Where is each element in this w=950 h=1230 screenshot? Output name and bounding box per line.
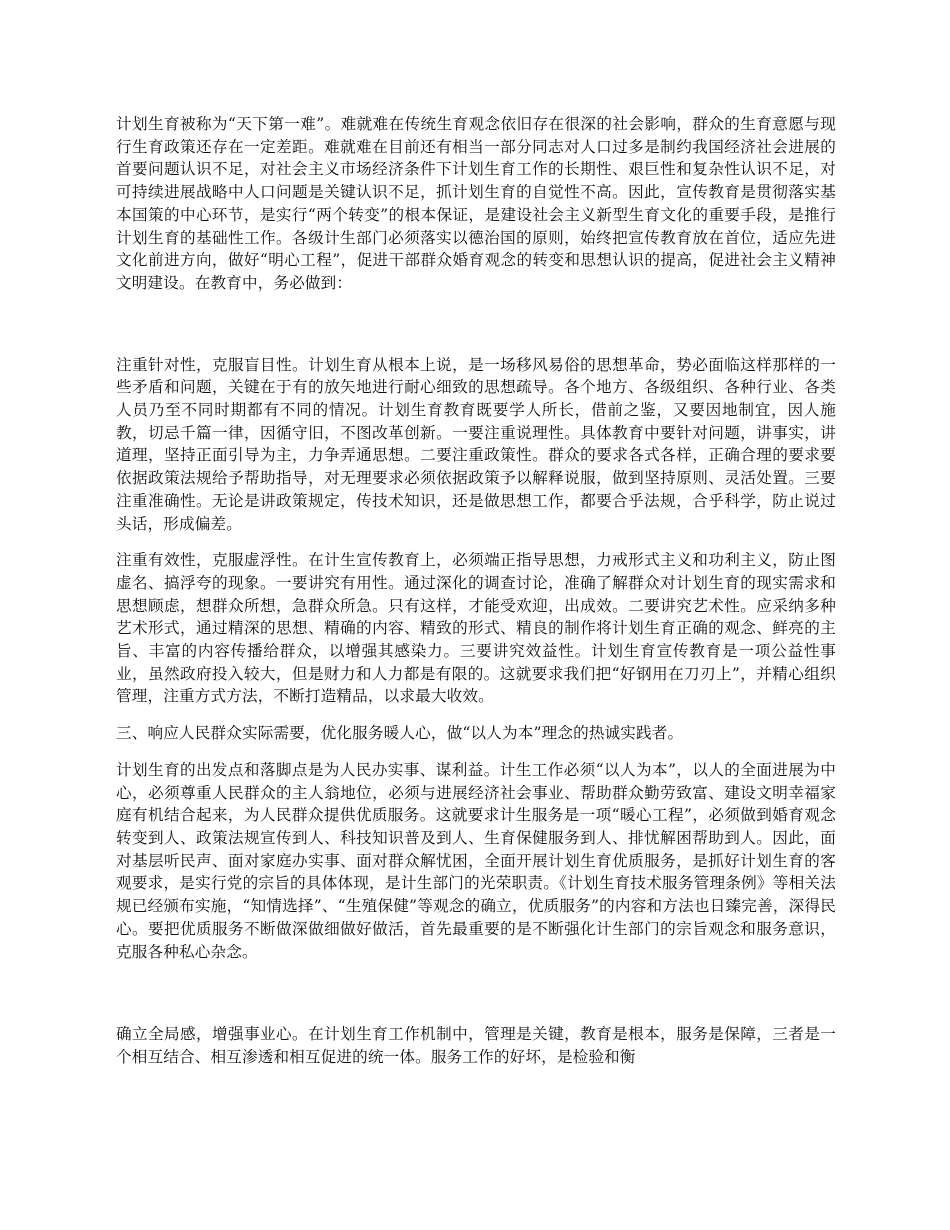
paragraph-spacer — [116, 745, 836, 759]
section-heading: 三、响应人民群众实际需要，优化服务暖人心，做“以人为本”理念的热诚实践者。 — [116, 724, 684, 743]
document-page — [116, 113, 836, 1069]
paragraph-spacer — [116, 535, 836, 549]
paragraph-spacer — [116, 963, 836, 1023]
effectiveness-paragraph: 注重有效性，克服虚浮性。在计生宣传教育上，必须端正指导思想，力戒形式主义和功利主义，防止图虚名、搞浮夸的现象。一要讲究有用性。通过深化的调查讨论，准确了解群众对计划生育的现实需求和思想顾虑，想群众所想，急群众所急。只有这样，才能受欢迎，出成效。二要讲究艺术性。应采纳多种艺术形式，通过精深的思想、精确的内容、精致的形式、精良的制作将计划生育正确的观念、鲜亮的主旨、丰富的内容传播给群众，以增强其感染力。三要讲究效益性。计划生育宣传教育是一项公益性事业，虽然政府投入较大，但是财力和人力都是有限的。这就要求我们把“好钢用在刀刃上”，并精心组织管理，注重方式方法，不断打造精品，以求最大收效。 — [116, 551, 836, 706]
paragraph-spacer — [116, 708, 836, 722]
paragraph-spacer — [116, 295, 836, 354]
overall-paragraph: 确立全局感，增强事业心。在计划生育工作机制中，管理是关键，教育是根本，服务是保障，三者是一个相互结合、相互渗透和相互促进的统一体。服务工作的好坏，是检验和衡 — [116, 1025, 836, 1066]
targeting-paragraph: 注重针对性，克服盲目性。计划生育从根本上说，是一场移风易俗的思想革命，势必面临这样那样的一些矛盾和问题，关键在于有的放矢地进行耐心细致的思想疏导。各个地方、各级组织、各种行业、各类人员乃至不同时期都有不同的情况。计划生育教育既要学人所长，借前之鉴，又要因地制宜，因人施教，切忌千篇一律，因循守旧，不图改革创新。一要注重说理性。具体教育中要针对问题，讲事实，讲道理，坚持正面引导为主，力争弄通思想。二要注重政策性。群众的要求各式各样，正确合理的要求要依据政策法规给予帮助指导，对无理要求必须依据政策予以解释说服，做到坚持原则、灵活处置。三要注重准确性。无论是讲政策规定，传技术知识，还是做思想工作，都要合乎法规，合乎科学，防止说过头话，形成偏差。 — [116, 355, 836, 533]
service-paragraph: 计划生育的出发点和落脚点是为人民办实事、谋利益。计生工作必须“以人为本”，以人的全面进展为中心，必须尊重人民群众的主人翁地位，必须与进展经济社会事业、帮助群众勤劳致富、建设文明幸福家庭有机结合起来，为人民群众提供优质服务。这就要求计生服务是一项“暖心工程”，必须做到婚育观念转变到人、政策法规宣传到人、科技知识普及到人、生育保健服务到人、排忧解困帮助到人。因此，面对基层听民声、面对家庭办实事、面对群众解忧困，全面开展计划生育优质服务，是抓好计划生育的客观要求，是实行党的宗旨的具体体现，是计生部门的光荣职责。《计划生育技术服务管理条例》等相关法规已经颁布实施，“知情选择”、“生殖保健”等观念的确立，优质服务”的内容和方法也日臻完善，深得民心。要把优质服务不断做深做细做好做活，首先最重要的是不断强化计生部门的宗旨观念和服务意识，克服各种私心杂念。 — [116, 760, 836, 961]
intro-paragraph: 计划生育被称为“天下第一难”。难就难在传统生育观念依旧存在很深的社会影响，群众的生育意愿与现行生育政策还存在一定差距。难就难在目前还有相当一部分同志对人口过多是制约我国经济社会进展的首要问题认识不足，对社会主义市场经济条件下计划生育工作的长期性、艰巨性和复杂性认识不足，对可持续进展战略中人口问题是关键认识不足，抓计划生育的自觉性不高。因此，宣传教育是贯彻落实基本国策的中心环节，是实行“两个转变”的根本保证，是建设社会主义新型生育文化的重要手段，是推行计划生育的基础性工作。各级计生部门必须落实以德治国的原则，始终把宣传教育放在首位，适应先进文化前进方向，做好“明心工程”，促进干部群众婚育观念的转变和思想认识的提高，促进社会主义精神文明建设。在教育中，务必做到： — [116, 115, 836, 292]
